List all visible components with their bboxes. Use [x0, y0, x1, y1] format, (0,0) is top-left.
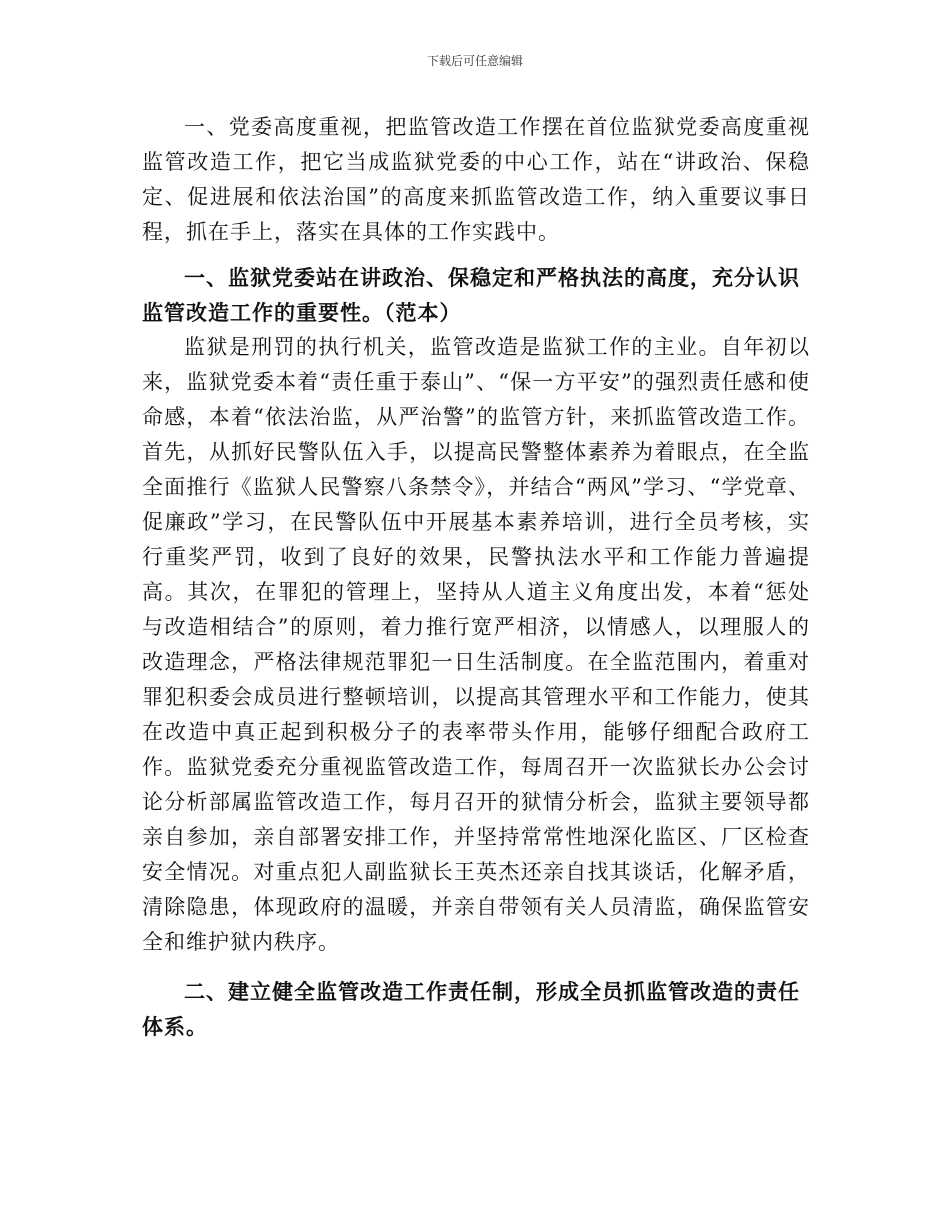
document-body — [142, 110, 810, 1044]
intro-paragraph: 一、党委高度重视，把监管改造工作摆在首位监狱党委高度重视监管改造工作，把它当成监狱党委的中心工作，站在“讲政治、保稳定、促进展和依法治国”的高度来抓监管改造工作，纳入重要议事日程，抓在手上，落实在具体的工作实践中。 — [142, 115, 810, 244]
page-header: 下载后可任意编辑 — [426, 54, 523, 68]
section-heading-2: 二、建立健全监管改造工作责任制，形成全员抓监管改造的责任体系。 — [142, 979, 800, 1039]
section-heading-1: 一、监狱党委站在讲政治、保稳定和严格执法的高度，充分认识监管改造工作的重要性。（范本） — [142, 265, 800, 325]
body-paragraph-1: 监狱是刑罚的执行机关，监管改造是监狱工作的主业。自年初以来，监狱党委本着“责任重于泰山”、“保一方平安”的强烈责任感和使命感，本着“依法治监，从严治警”的监管方针，来抓监管改造工作。首先，从抓好民警队伍入手，以提高民警整体素养为着眼点，在全监全面推行《监狱人民警察八条禁令》，并结合“两风”学习、“学党章、促廉政”学习，在民警队伍中开展基本素养培训，进行全员考核，实行重奖严罚，收到了良好的效果，民警执法水平和工作能力普遍提高。其次，在罪犯的管理上，坚持从人道主义角度出发，本着“惩处与改造相结合”的原则，着力推行宽严相济，以情感人，以理服人的改造理念，严格法律规范罪犯一日生活制度。在全监范围内，着重对罪犯积委会成员进行整顿培训，以提高其管理水平和工作能力，使其在改造中真正起到积极分子的表率带头作用，能够仔细配合政府工作。监狱党委充分重视监管改造工作，每周召开一次监狱长办公会讨论分析部属监管改造工作，每月召开的狱情分析会，监狱主要领导都亲自参加，亲自部署安排工作，并坚持常常性地深化监区、厂区检查安全情况。对重点犯人副监狱长王英杰还亲自找其谈话，化解矛盾，清除隐患，体现政府的温暖，并亲自带领有关人员清监，确保监管安全和维护狱内秩序。 — [142, 335, 810, 954]
